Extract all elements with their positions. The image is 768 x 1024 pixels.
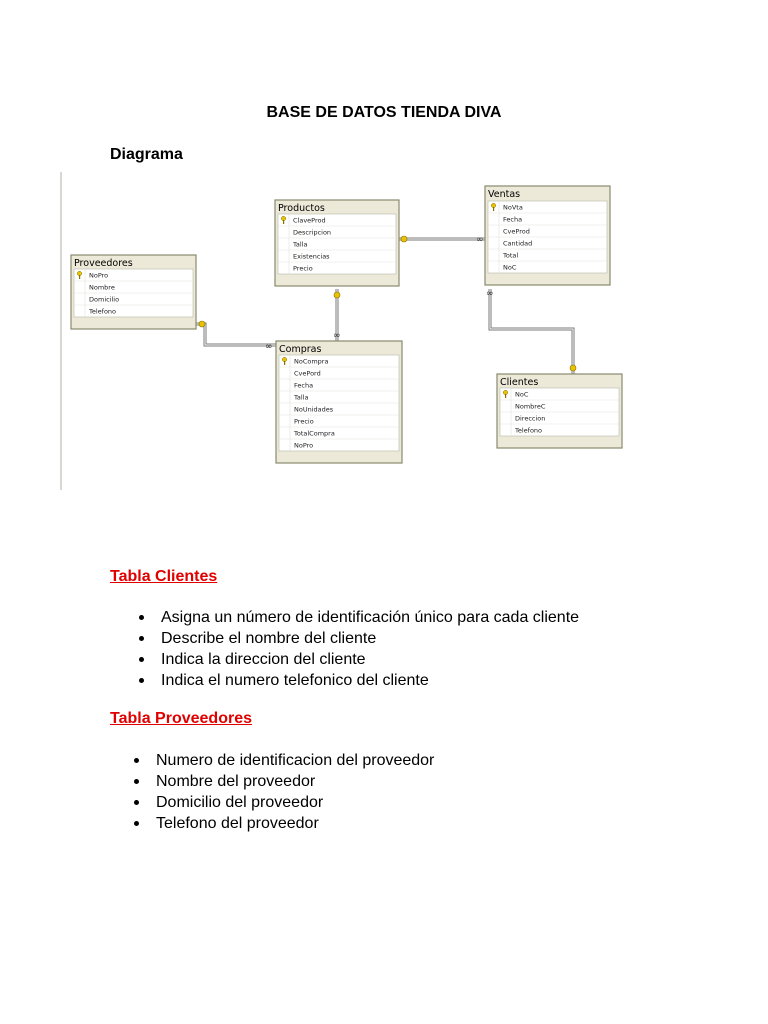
column-name: Fecha <box>503 215 523 224</box>
list-item: Asigna un número de identificación único para cada cliente <box>137 607 579 628</box>
table-productos <box>275 200 399 286</box>
list-item: Describe el nombre del cliente <box>137 628 579 649</box>
column-name: ClaveProd <box>293 216 326 225</box>
column-name: NoC <box>503 263 517 272</box>
infinity-end-icon: ∞ <box>333 331 341 341</box>
bullet-icon <box>134 821 139 826</box>
bullet-icon <box>139 678 144 683</box>
column-name: NoUnidades <box>294 405 334 414</box>
column-name: NoVta <box>503 203 523 212</box>
bullet-icon <box>134 758 139 763</box>
clientes-list <box>137 607 579 691</box>
column-name: Domicilio <box>89 295 120 304</box>
infinity-end-icon: ∞ <box>476 235 484 245</box>
column-name: NoPro <box>294 441 314 450</box>
list-item: Telefono del proveedor <box>132 813 434 834</box>
table-compras <box>276 341 402 463</box>
column-name: Talla <box>294 393 309 402</box>
column-name: Precio <box>294 417 314 426</box>
column-name: NoC <box>515 390 529 399</box>
proveedores-heading: Tabla Proveedores <box>110 710 252 727</box>
diagram-heading: Diagrama <box>110 146 183 163</box>
key-end-icon <box>199 321 205 327</box>
column-name: NombreC <box>515 402 546 411</box>
proveedores-list <box>132 750 434 834</box>
column-name: Precio <box>293 264 313 273</box>
key-end-icon <box>570 365 576 371</box>
list-item: Nombre del proveedor <box>132 771 434 792</box>
column-name: Fecha <box>294 381 314 390</box>
table-title: Productos <box>278 203 325 214</box>
list-item: Domicilio del proveedor <box>132 792 434 813</box>
table-ventas <box>485 186 610 285</box>
clientes-heading: Tabla Clientes <box>110 568 218 585</box>
bullet-icon <box>139 657 144 662</box>
infinity-end-icon: ∞ <box>265 342 273 352</box>
column-name: Telefono <box>89 307 117 316</box>
column-name: NoCompra <box>294 357 329 366</box>
column-name: Direccion <box>515 414 546 423</box>
column-name: Talla <box>293 240 308 249</box>
column-name: Nombre <box>89 283 115 292</box>
tables-layer <box>71 186 622 463</box>
infinity-end-icon: ∞ <box>486 289 494 299</box>
column-name: CvePord <box>294 369 321 378</box>
list-item: Numero de identificacion del proveedor <box>132 750 434 771</box>
key-end-icon <box>334 292 340 298</box>
key-end-icon <box>401 236 407 242</box>
table-clientes <box>497 374 622 448</box>
table-title: Clientes <box>500 377 539 388</box>
column-name: Total <box>503 251 519 260</box>
bullet-icon <box>134 800 139 805</box>
column-name: Cantidad <box>503 239 533 248</box>
bullet-icon <box>134 779 139 784</box>
table-title: Ventas <box>488 189 521 200</box>
column-name: TotalCompra <box>294 429 335 438</box>
bullet-icon <box>139 636 144 641</box>
column-name: Existencias <box>293 252 330 261</box>
table-title: Proveedores <box>74 258 133 269</box>
er-diagram <box>60 172 640 492</box>
column-name: CveProd <box>503 227 530 236</box>
table-proveedores <box>71 255 196 329</box>
list-item: Indica el numero telefonico del cliente <box>137 670 579 691</box>
bullet-icon <box>139 615 144 620</box>
document-title: BASE DE DATOS TIENDA DIVA <box>266 104 502 121</box>
list-item: Indica la direccion del cliente <box>137 649 579 670</box>
column-name: NoPro <box>89 271 109 280</box>
column-name: Descripcion <box>293 228 332 237</box>
column-name: Telefono <box>515 426 543 435</box>
table-title: Compras <box>279 344 322 355</box>
